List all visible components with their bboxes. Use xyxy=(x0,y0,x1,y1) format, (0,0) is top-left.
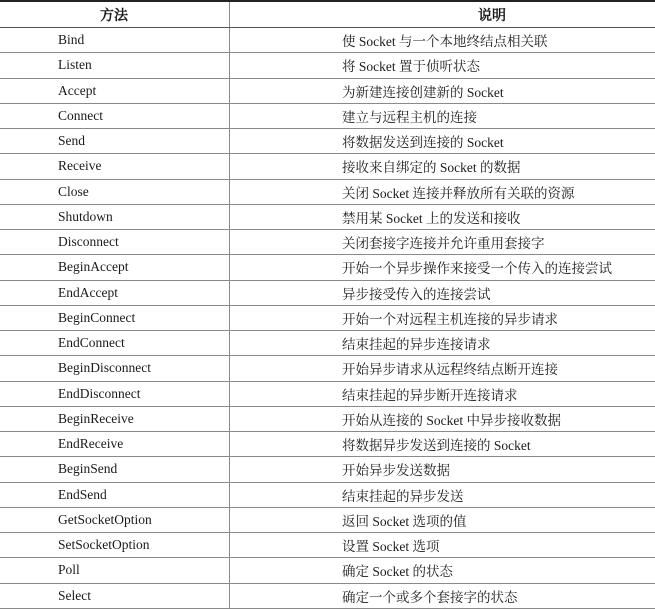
method-description-cell: 开始异步发送数据 xyxy=(342,463,450,479)
table-row xyxy=(0,306,655,331)
method-name-cell: EndAccept xyxy=(0,281,230,305)
method-name-cell: Send xyxy=(0,129,230,153)
table-row xyxy=(0,129,655,154)
method-name-cell: EndSend xyxy=(0,483,230,507)
table-row xyxy=(0,79,655,104)
table-row xyxy=(0,584,655,609)
table-row xyxy=(0,53,655,78)
table-row xyxy=(0,255,655,280)
method-name-cell: SetSocketOption xyxy=(0,533,230,557)
method-name-cell: Accept xyxy=(0,79,230,103)
table-row xyxy=(0,382,655,407)
method-description-cell: 将数据异步发送到连接的 Socket xyxy=(342,438,531,454)
table-row xyxy=(0,205,655,230)
method-name-cell: GetSocketOption xyxy=(0,508,230,532)
method-name-cell: Receive xyxy=(0,154,230,178)
table-row xyxy=(0,230,655,255)
method-name-cell: Poll xyxy=(0,558,230,582)
method-description-cell: 异步接受传入的连接尝试 xyxy=(342,286,491,302)
method-name-cell: EndReceive xyxy=(0,432,230,456)
method-description-cell: 关闭套接字连接并允许重用套接字 xyxy=(342,236,545,252)
method-description-cell: 开始一个异步操作来接受一个传入的连接尝试 xyxy=(342,261,612,277)
table-row xyxy=(0,104,655,129)
table-row xyxy=(0,558,655,583)
table-row xyxy=(0,356,655,381)
method-description-cell: 建立与远程主机的连接 xyxy=(342,109,477,125)
method-description-cell: 确定 Socket 的状态 xyxy=(342,564,453,580)
method-description-cell: 将数据发送到连接的 Socket xyxy=(342,135,504,151)
method-name-cell: EndConnect xyxy=(0,331,230,355)
table-row xyxy=(0,28,655,53)
table-row xyxy=(0,331,655,356)
header-description: 说明 xyxy=(478,8,506,24)
table-row xyxy=(0,407,655,432)
method-name-cell: Listen xyxy=(0,53,230,77)
method-name-cell: BeginDisconnect xyxy=(0,356,230,380)
method-description-cell: 开始异步请求从远程终结点断开连接 xyxy=(342,362,558,378)
table-row xyxy=(0,180,655,205)
method-description-cell: 返回 Socket 选项的值 xyxy=(342,513,467,529)
method-name-cell: BeginSend xyxy=(0,457,230,481)
table-row xyxy=(0,483,655,508)
method-description-cell: 接收来自绑定的 Socket 的数据 xyxy=(342,160,521,176)
method-description-cell: 确定一个或多个套接字的状态 xyxy=(342,589,518,605)
table-row xyxy=(0,154,655,179)
table-row xyxy=(0,457,655,482)
table-row xyxy=(0,533,655,558)
method-name-cell: Bind xyxy=(0,28,230,52)
method-name-cell: Select xyxy=(0,584,230,608)
method-name-cell: BeginConnect xyxy=(0,306,230,330)
method-name-cell: BeginReceive xyxy=(0,407,230,431)
method-name-cell: EndDisconnect xyxy=(0,382,230,406)
method-description-cell: 禁用某 Socket 上的发送和接收 xyxy=(342,210,521,226)
method-description-cell: 开始从连接的 Socket 中异步接收数据 xyxy=(342,412,561,428)
method-name-cell: Close xyxy=(0,180,230,204)
table-row xyxy=(0,281,655,306)
method-description-cell: 为新建连接创建新的 Socket xyxy=(342,84,504,100)
method-description-cell: 结束挂起的异步断开连接请求 xyxy=(342,387,518,403)
method-description-cell: 将 Socket 置于侦听状态 xyxy=(342,59,480,75)
header-method: 方法 xyxy=(0,2,230,27)
method-name-cell: Shutdown xyxy=(0,205,230,229)
method-name-cell: Disconnect xyxy=(0,230,230,254)
method-name-cell: Connect xyxy=(0,104,230,128)
method-description-cell: 结束挂起的异步发送 xyxy=(342,488,464,504)
table-row xyxy=(0,432,655,457)
table-body xyxy=(0,28,655,609)
table-row xyxy=(0,508,655,533)
method-name-cell: BeginAccept xyxy=(0,255,230,279)
method-description-cell: 关闭 Socket 连接并释放所有关联的资源 xyxy=(342,185,575,201)
table-header-row xyxy=(0,2,655,28)
method-description-cell: 开始一个对远程主机连接的异步请求 xyxy=(342,311,558,327)
method-description-cell: 使 Socket 与一个本地终结点相关联 xyxy=(342,34,548,50)
method-description-cell: 设置 Socket 选项 xyxy=(342,539,440,555)
method-description-cell: 结束挂起的异步连接请求 xyxy=(342,337,491,353)
